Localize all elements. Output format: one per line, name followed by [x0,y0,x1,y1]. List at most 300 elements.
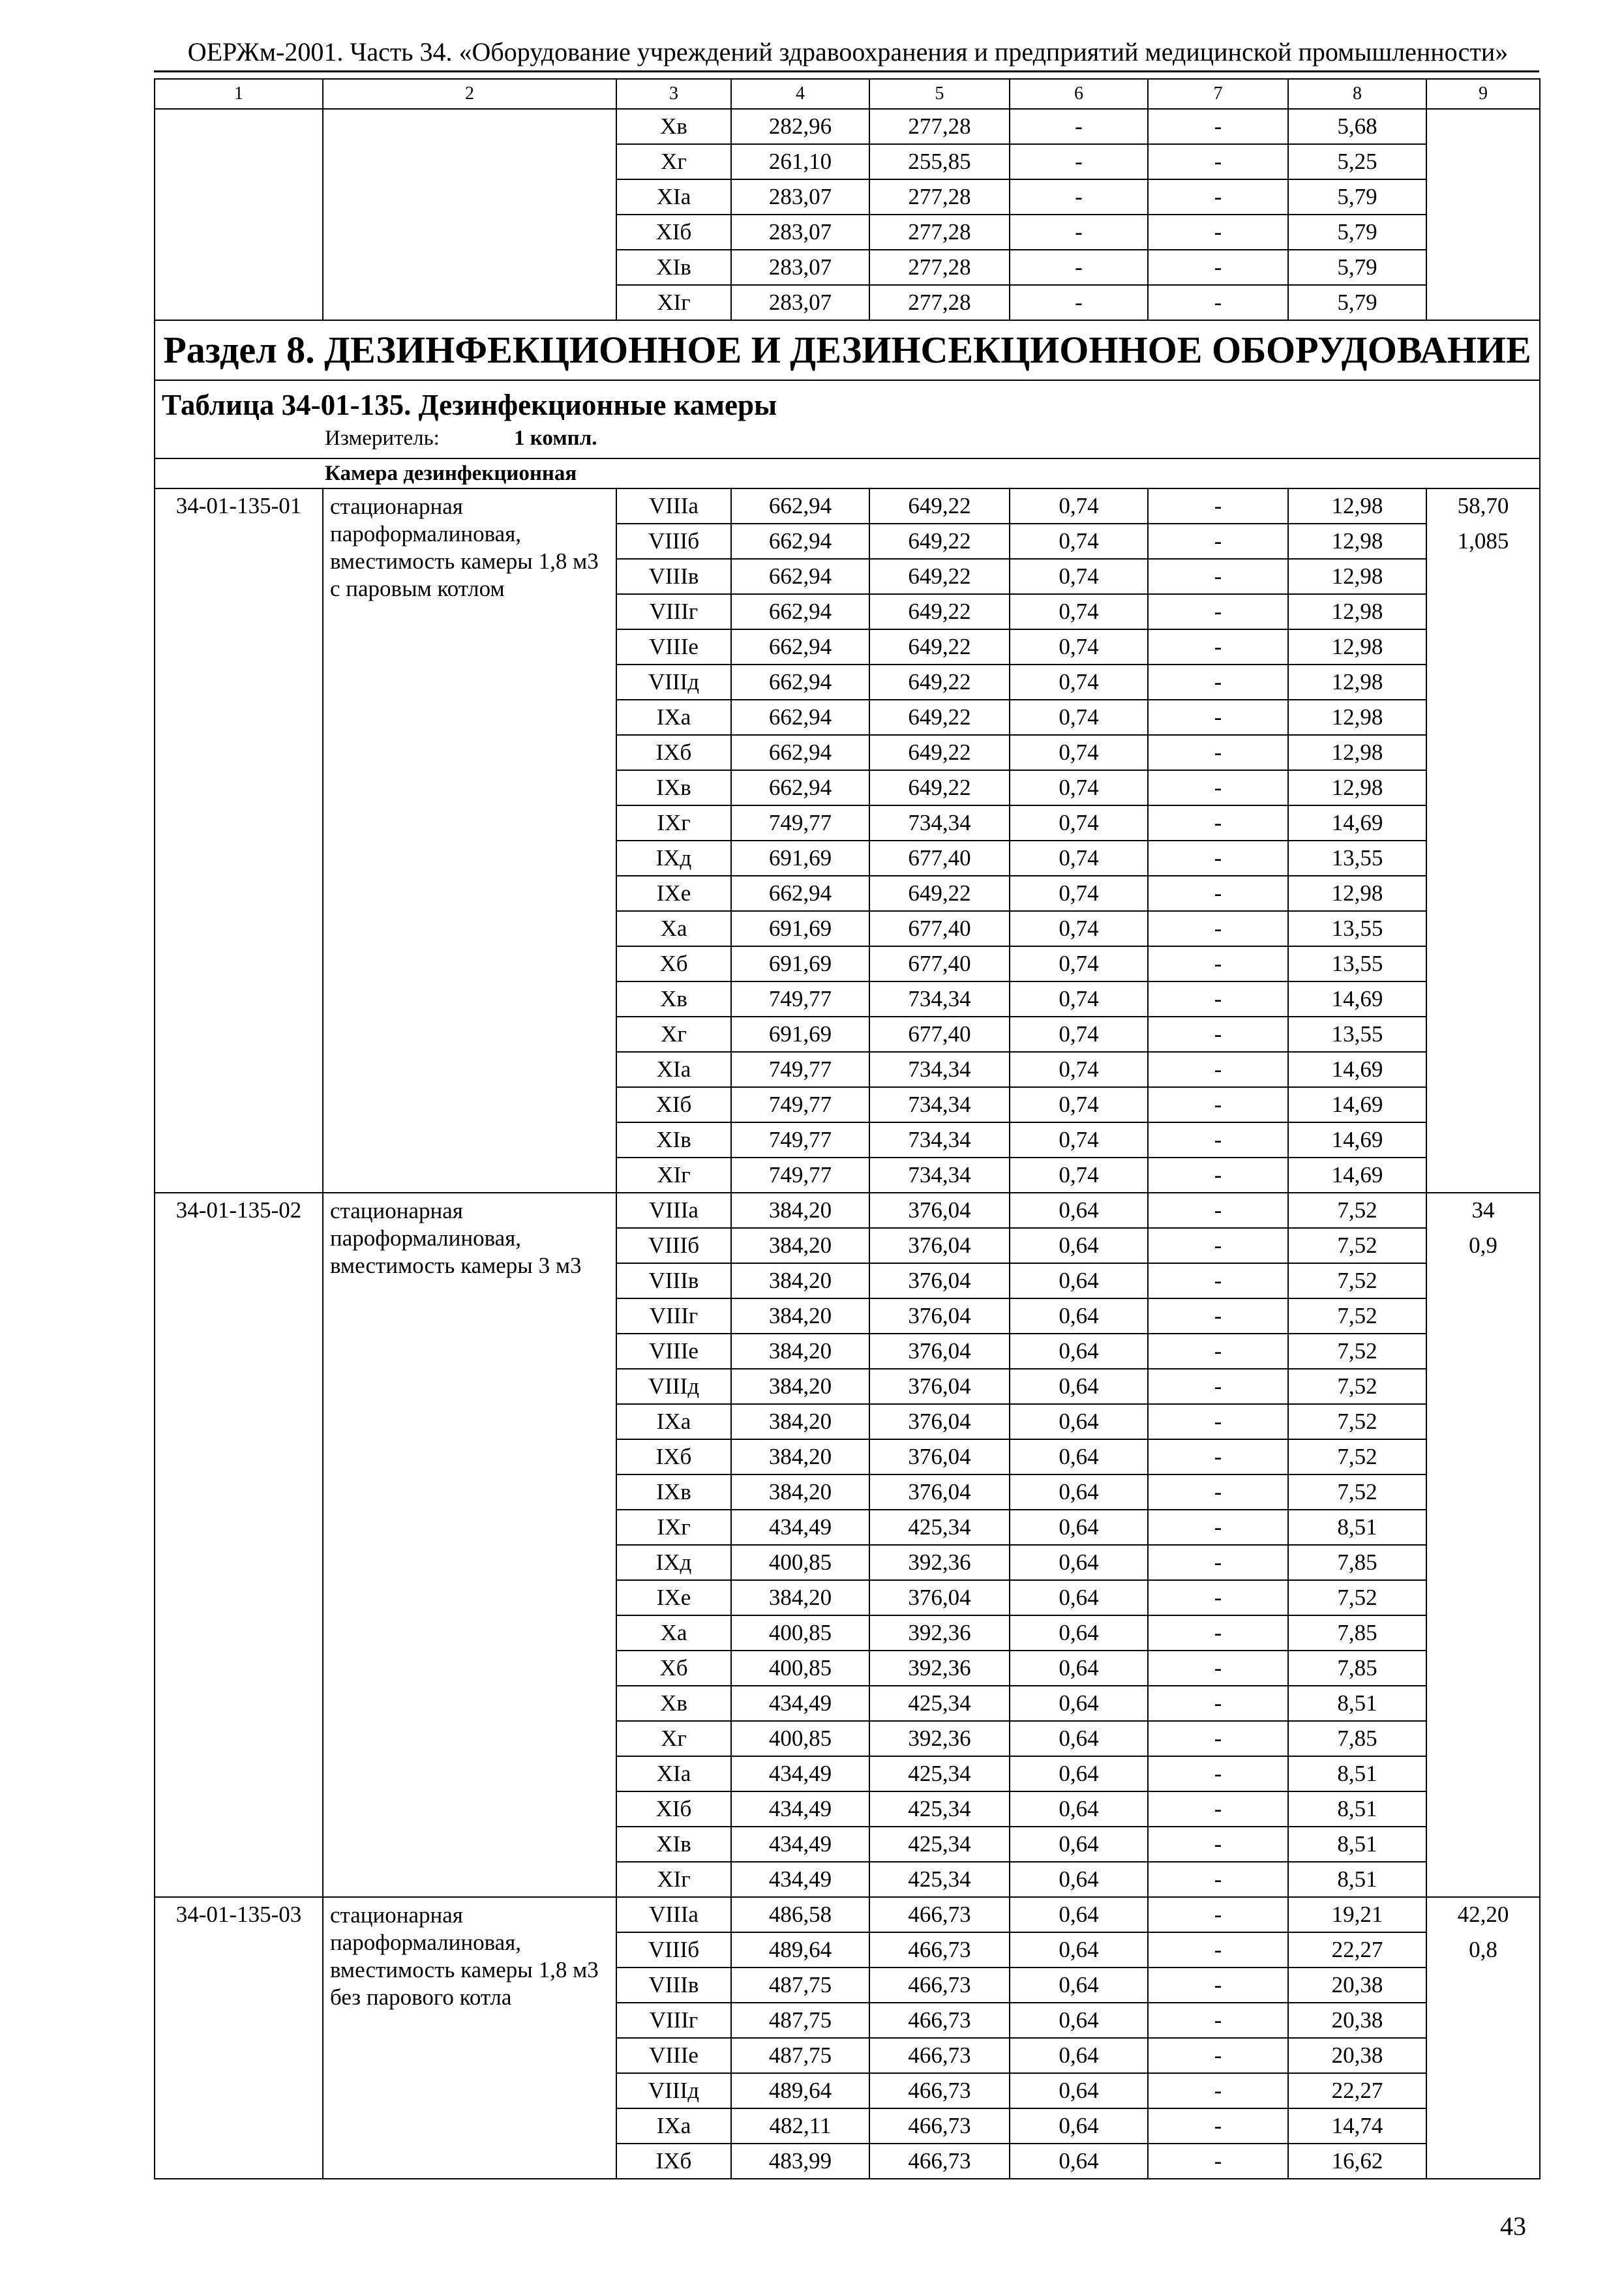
value-cell: 7,52 [1288,1263,1426,1298]
value-cell: 425,34 [869,1510,1010,1545]
item-description: стационарная пароформалиновая, вместимость камеры 1,8 м3 с паровым котлом [323,488,616,1193]
value-cell: VIIIг [616,594,731,629]
group-title-row [155,458,1540,488]
value-cell: 283,07 [731,250,869,285]
value-cell: IХб [616,735,731,770]
value-cell: 7,52 [1288,1404,1426,1439]
value-cell: 0,74 [1010,665,1148,700]
value-cell: 8,51 [1288,1862,1426,1897]
value-cell: 376,04 [869,1228,1010,1263]
value-cell: 0,64 [1010,2003,1148,2038]
item-code: 34-01-135-01 [155,488,323,1193]
value-cell: - [1148,2003,1288,2038]
value-cell: ХIа [616,1052,731,1087]
value-cell: - [1148,109,1288,144]
value-cell: 384,20 [731,1228,869,1263]
table-title-row [155,380,1540,458]
value-cell: ХIб [616,215,731,250]
value-cell: 0,64 [1010,1474,1148,1510]
value-cell: 376,04 [869,1334,1010,1369]
value-cell: 649,22 [869,876,1010,911]
value-cell: - [1148,2108,1288,2144]
table-row [155,109,1540,144]
value-cell: 384,20 [731,1580,869,1615]
value-cell: 677,40 [869,1017,1010,1052]
value-cell: VIIIг [616,2003,731,2038]
value-cell: IХв [616,1474,731,1510]
value-cell: 5,79 [1288,250,1426,285]
value-cell: 677,40 [869,911,1010,946]
value-cell: 0,64 [1010,2073,1148,2108]
value-cell: IХе [616,1580,731,1615]
value-cell: IХд [616,1545,731,1580]
value-cell: - [1010,285,1148,320]
value-cell: 400,85 [731,1721,869,1756]
value-cell: 662,94 [731,876,869,911]
value-cell: VIIIа [616,488,731,524]
value-cell: 677,40 [869,841,1010,876]
extra-value: 0,9 [1469,1233,1497,1258]
value-cell: 0,64 [1010,1369,1148,1404]
value-cell: 20,38 [1288,1967,1426,2003]
value-cell: 8,51 [1288,1510,1426,1545]
value-cell: IХг [616,805,731,841]
measure-unit: 1 компл. [514,426,597,450]
value-cell: 384,20 [731,1334,869,1369]
value-cell: 749,77 [731,805,869,841]
value-cell: 662,94 [731,524,869,559]
value-cell: 384,20 [731,1298,869,1334]
value-cell: 13,55 [1288,841,1426,876]
value-cell: - [1148,1862,1288,1897]
value-cell: ХIг [616,1862,731,1897]
value-cell: 12,98 [1288,524,1426,559]
value-cell: 486,58 [731,1897,869,1932]
value-cell: 0,64 [1010,1862,1148,1897]
value-cell: VIIIд [616,665,731,700]
value-cell: - [1148,1298,1288,1334]
value-cell: Хг [616,144,731,179]
value-cell: 7,52 [1288,1439,1426,1474]
value-cell: 277,28 [869,215,1010,250]
value-cell: - [1148,1087,1288,1122]
value-cell: - [1148,911,1288,946]
value-cell: IХв [616,770,731,805]
value-cell: IХб [616,2144,731,2179]
value-cell: 384,20 [731,1263,869,1298]
value-cell: ХIб [616,1087,731,1122]
value-cell: - [1148,805,1288,841]
extra-value: 0,8 [1469,1937,1497,1962]
value-cell: VIIIв [616,1967,731,2003]
value-cell: Хв [616,109,731,144]
value-cell: VIIIа [616,1193,731,1228]
value-cell: 8,51 [1288,1686,1426,1721]
value-cell: 649,22 [869,559,1010,594]
value-cell: IХа [616,1404,731,1439]
value-cell: - [1148,876,1288,911]
description-cell-empty [323,109,616,320]
value-cell: 376,04 [869,1580,1010,1615]
value-cell: - [1010,109,1148,144]
code-cell-empty [155,109,323,320]
value-cell: 434,49 [731,1827,869,1862]
section-row [155,320,1540,380]
value-cell: - [1148,1439,1288,1474]
value-cell: 734,34 [869,981,1010,1017]
value-cell: Хг [616,1721,731,1756]
value-cell: 0,74 [1010,594,1148,629]
value-cell: - [1148,1791,1288,1827]
value-cell: - [1148,1580,1288,1615]
column-numbers-row [155,79,1540,109]
value-cell: 425,34 [869,1827,1010,1862]
value-cell: 0,64 [1010,1580,1148,1615]
value-cell: 0,74 [1010,770,1148,805]
value-cell: 376,04 [869,1404,1010,1439]
value-cell: 434,49 [731,1862,869,1897]
value-cell: 12,98 [1288,876,1426,911]
value-cell: 14,69 [1288,1158,1426,1193]
item-extra [1426,488,1540,1193]
section-title: Раздел 8. ДЕЗИНФЕКЦИОННОЕ И ДЕЗИНСЕКЦИОННОЕ ОБОРУДОВАНИЕ [155,320,1540,380]
value-cell: - [1148,144,1288,179]
value-cell: 16,62 [1288,2144,1426,2179]
value-cell: 0,64 [1010,1298,1148,1334]
value-cell: Ха [616,1615,731,1651]
value-cell: 376,04 [869,1263,1010,1298]
value-cell: 0,64 [1010,1827,1148,1862]
value-cell: 662,94 [731,665,869,700]
value-cell: 425,34 [869,1862,1010,1897]
value-cell: 12,98 [1288,700,1426,735]
value-cell: Хг [616,1017,731,1052]
value-cell: 0,64 [1010,1897,1148,1932]
value-cell: - [1148,215,1288,250]
value-cell: 0,74 [1010,700,1148,735]
value-cell: 392,36 [869,1651,1010,1686]
value-cell: 22,27 [1288,2073,1426,2108]
column-number: 9 [1426,79,1540,109]
value-cell: VIIIб [616,524,731,559]
value-cell: 662,94 [731,488,869,524]
value-cell: VIIIб [616,1228,731,1263]
value-cell: - [1148,285,1288,320]
value-cell: Ха [616,911,731,946]
value-cell: 12,98 [1288,735,1426,770]
column-number: 5 [869,79,1010,109]
value-cell: 376,04 [869,1369,1010,1404]
value-cell: VIIIв [616,1263,731,1298]
value-cell: 392,36 [869,1721,1010,1756]
page-number: 43 [1500,2211,1526,2241]
value-cell: 649,22 [869,594,1010,629]
value-cell: VIIIе [616,2038,731,2073]
value-cell: - [1148,1474,1288,1510]
measure-line [162,424,1539,453]
item-extra [1426,1193,1540,1897]
value-cell: 0,74 [1010,1017,1148,1052]
value-cell: 749,77 [731,1122,869,1158]
value-cell: 466,73 [869,2073,1010,2108]
value-cell: 13,55 [1288,946,1426,981]
value-cell: 7,52 [1288,1474,1426,1510]
value-cell: 649,22 [869,488,1010,524]
value-cell: ХIа [616,179,731,215]
value-cell: 0,64 [1010,1545,1148,1580]
value-cell: 7,52 [1288,1369,1426,1404]
value-cell: 0,64 [1010,1721,1148,1756]
value-cell: 384,20 [731,1193,869,1228]
value-cell: 12,98 [1288,594,1426,629]
extra-value: 58,70 [1457,493,1509,518]
value-cell: 392,36 [869,1615,1010,1651]
value-cell: 649,22 [869,770,1010,805]
column-number: 8 [1288,79,1426,109]
value-cell: 649,22 [869,665,1010,700]
extra-value: 42,20 [1457,1902,1509,1927]
value-cell: - [1010,179,1148,215]
value-cell: 12,98 [1288,665,1426,700]
value-cell: 649,22 [869,735,1010,770]
value-cell: 7,52 [1288,1334,1426,1369]
value-cell: 0,74 [1010,735,1148,770]
value-cell: 734,34 [869,1087,1010,1122]
value-cell: 649,22 [869,700,1010,735]
value-cell: IХг [616,1510,731,1545]
price-table-body [155,79,1540,2179]
value-cell: 282,96 [731,109,869,144]
value-cell: 7,85 [1288,1615,1426,1651]
value-cell: 649,22 [869,629,1010,665]
value-cell: 0,74 [1010,981,1148,1017]
value-cell: 8,51 [1288,1756,1426,1791]
value-cell: VIIIг [616,1298,731,1334]
value-cell: 7,52 [1288,1228,1426,1263]
price-table [154,78,1541,2179]
extra-cell-empty [1426,109,1540,320]
value-cell: 434,49 [731,1756,869,1791]
value-cell: ХIг [616,1158,731,1193]
value-cell: 0,74 [1010,911,1148,946]
value-cell: 691,69 [731,946,869,981]
value-cell: - [1148,1263,1288,1298]
value-cell: IХб [616,1439,731,1474]
value-cell: 376,04 [869,1298,1010,1334]
group-title: Камера дезинфекционная [155,458,1540,488]
value-cell: 7,52 [1288,1580,1426,1615]
value-cell: 434,49 [731,1791,869,1827]
value-cell: IХа [616,700,731,735]
value-cell: 487,75 [731,2003,869,2038]
value-cell: 12,98 [1288,629,1426,665]
value-cell: ХIв [616,250,731,285]
value-cell: 487,75 [731,1967,869,2003]
value-cell: - [1148,1193,1288,1228]
value-cell: 425,34 [869,1791,1010,1827]
value-cell: 489,64 [731,2073,869,2108]
value-cell: 434,49 [731,1510,869,1545]
value-cell: 483,99 [731,2144,869,2179]
value-cell: 277,28 [869,109,1010,144]
value-cell: 13,55 [1288,911,1426,946]
column-number: 1 [155,79,323,109]
value-cell: 7,85 [1288,1545,1426,1580]
value-cell: 734,34 [869,1158,1010,1193]
value-cell: 0,74 [1010,1122,1148,1158]
value-cell: 283,07 [731,215,869,250]
value-cell: 277,28 [869,179,1010,215]
value-cell: - [1148,1369,1288,1404]
table-row [155,1897,1540,1932]
value-cell: 691,69 [731,1017,869,1052]
value-cell: 662,94 [731,594,869,629]
value-cell: VIIIд [616,2073,731,2108]
value-cell: 277,28 [869,285,1010,320]
value-cell: 749,77 [731,1158,869,1193]
value-cell: Хв [616,981,731,1017]
value-cell: 734,34 [869,1122,1010,1158]
value-cell: 14,69 [1288,805,1426,841]
value-cell: 392,36 [869,1545,1010,1580]
value-cell: - [1148,841,1288,876]
value-cell: - [1148,1510,1288,1545]
table-row [155,1193,1540,1228]
value-cell: 749,77 [731,981,869,1017]
value-cell: - [1148,250,1288,285]
value-cell: 749,77 [731,1087,869,1122]
value-cell: - [1148,1686,1288,1721]
value-cell: 0,74 [1010,629,1148,665]
value-cell: 0,74 [1010,805,1148,841]
value-cell: 425,34 [869,1756,1010,1791]
value-cell: 376,04 [869,1193,1010,1228]
value-cell: ХIв [616,1827,731,1862]
value-cell: - [1148,1052,1288,1087]
value-cell: - [1148,594,1288,629]
value-cell: 0,64 [1010,1193,1148,1228]
value-cell: 489,64 [731,1932,869,1967]
value-cell: - [1010,215,1148,250]
value-cell: 0,74 [1010,1052,1148,1087]
value-cell: 466,73 [869,2038,1010,2073]
value-cell: Хв [616,1686,731,1721]
value-cell: 662,94 [731,700,869,735]
value-cell: 5,68 [1288,109,1426,144]
value-cell: 466,73 [869,2144,1010,2179]
value-cell: 0,64 [1010,1228,1148,1263]
header-rule [154,70,1539,72]
value-cell: 376,04 [869,1439,1010,1474]
value-cell: 5,79 [1288,179,1426,215]
item-extra [1426,1897,1540,2179]
column-number: 4 [731,79,869,109]
value-cell: 487,75 [731,2038,869,2073]
value-cell: 0,74 [1010,841,1148,876]
value-cell: 0,64 [1010,1967,1148,2003]
value-cell: 255,85 [869,144,1010,179]
value-cell: 0,64 [1010,1791,1148,1827]
value-cell: - [1148,629,1288,665]
value-cell: - [1148,981,1288,1017]
value-cell: - [1148,1158,1288,1193]
table-title: Таблица 34-01-135. Дезинфекционные камеры [162,389,777,421]
value-cell: 0,64 [1010,1334,1148,1369]
value-cell: 649,22 [869,524,1010,559]
value-cell: 466,73 [869,1967,1010,2003]
value-cell: 7,85 [1288,1651,1426,1686]
value-cell: VIIIа [616,1897,731,1932]
value-cell: 277,28 [869,250,1010,285]
value-cell: 8,51 [1288,1791,1426,1827]
item-code: 34-01-135-03 [155,1897,323,2179]
table-title-cell [155,380,1540,458]
value-cell: - [1148,559,1288,594]
value-cell: 14,69 [1288,1122,1426,1158]
value-cell: 7,52 [1288,1193,1426,1228]
value-cell: - [1148,1122,1288,1158]
value-cell: 0,64 [1010,1651,1148,1686]
value-cell: 0,64 [1010,2038,1148,2073]
value-cell: 425,34 [869,1686,1010,1721]
value-cell: VIIIб [616,1932,731,1967]
value-cell: VIIIд [616,1369,731,1404]
value-cell: 0,74 [1010,946,1148,981]
value-cell: 13,55 [1288,1017,1426,1052]
value-cell: VIIIе [616,1334,731,1369]
column-number: 2 [323,79,616,109]
item-description: стационарная пароформалиновая, вместимость камеры 3 м3 [323,1193,616,1897]
value-cell: - [1148,1651,1288,1686]
value-cell: - [1148,700,1288,735]
value-cell: 0,64 [1010,2144,1148,2179]
value-cell: IХа [616,2108,731,2144]
value-cell: 400,85 [731,1651,869,1686]
value-cell: - [1148,735,1288,770]
value-cell: 384,20 [731,1404,869,1439]
value-cell: 19,21 [1288,1897,1426,1932]
value-cell: 12,98 [1288,559,1426,594]
value-cell: 20,38 [1288,2038,1426,2073]
value-cell: - [1148,1334,1288,1369]
value-cell: 0,64 [1010,1404,1148,1439]
value-cell: - [1148,946,1288,981]
value-cell: 400,85 [731,1545,869,1580]
value-cell: 384,20 [731,1439,869,1474]
value-cell: 662,94 [731,770,869,805]
value-cell: 734,34 [869,1052,1010,1087]
value-cell: - [1148,2073,1288,2108]
value-cell: - [1148,1756,1288,1791]
value-cell: - [1148,1932,1288,1967]
value-cell: 14,69 [1288,981,1426,1017]
value-cell: 22,27 [1288,1932,1426,1967]
value-cell: IХе [616,876,731,911]
measure-label: Измеритель: [325,426,440,450]
value-cell: 0,64 [1010,2108,1148,2144]
value-cell: 14,69 [1288,1052,1426,1087]
value-cell: 466,73 [869,1897,1010,1932]
value-cell: 0,74 [1010,1158,1148,1193]
extra-value: 1,085 [1457,528,1509,554]
value-cell: 0,64 [1010,1615,1148,1651]
value-cell: 5,79 [1288,285,1426,320]
value-cell: - [1148,2144,1288,2179]
value-cell: 662,94 [731,735,869,770]
value-cell: - [1148,770,1288,805]
value-cell: ХIб [616,1791,731,1827]
column-number: 7 [1148,79,1288,109]
